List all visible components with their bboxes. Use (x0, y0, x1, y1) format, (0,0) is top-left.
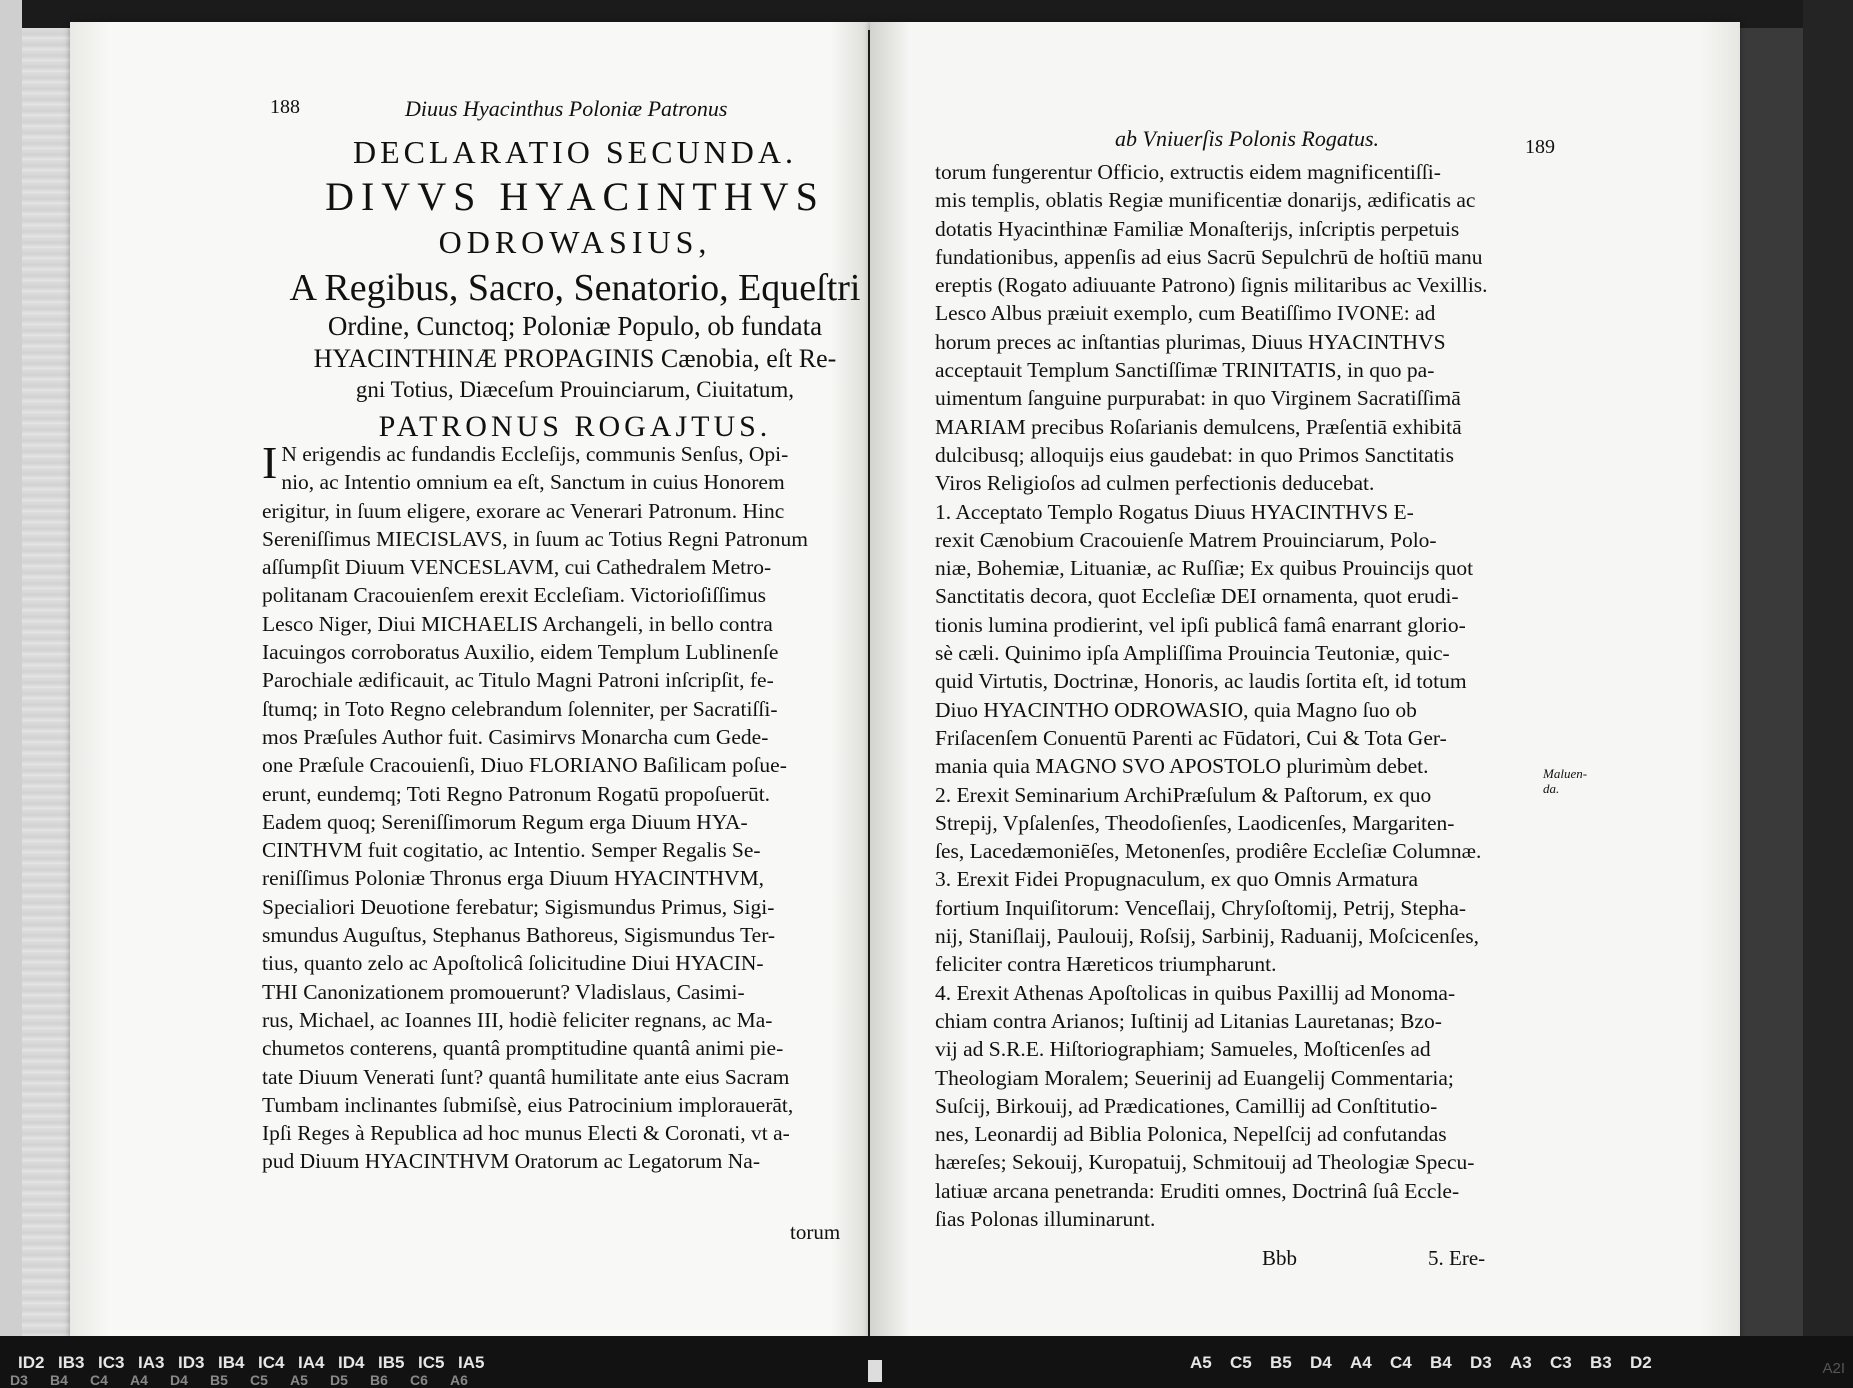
strip-marker (868, 1360, 882, 1382)
left-body-line: erunt, eundemq; Toti Regno Patronum Rogatū propoſuerūt. (262, 781, 771, 806)
left-body-line: one Præſule Cracouienſi, Diuo FLORIANO Baſilicam poſue- (262, 753, 787, 778)
left-body-line: rus, Michael, ac Ioannes III, hodiè feliciter regnans, ac Ma- (262, 1007, 773, 1032)
right-body-line: Lesco Albus præiuit exemplo, cum Beatiſſimo IVONE: ad (935, 301, 1436, 326)
left-body-line: ſtumq; in Toto Regno celebrandum ſolenniter, per Sacratiſſi- (262, 696, 778, 721)
scan-edge-left (0, 0, 22, 1388)
strip-label: C5 (250, 1372, 268, 1388)
page-stack-edge (22, 28, 72, 1348)
right-catchword: 5. Ere- (1428, 1246, 1486, 1270)
right-body-text (935, 158, 1555, 1233)
right-body-line: Friſacenſem Conuentū Parenti ac Fūdatori, Cui & Tota Ger- (935, 725, 1447, 750)
left-body-line: nio, ac Intentio omnium ea eſt, Sanctum in cuius Honorem (281, 470, 785, 495)
left-body-line: Sereniſſimus MIECISLAVS, in ſuum ac Totius Regni Patronum (262, 526, 808, 551)
title-line-7: gni Totius, Diæceſum Prouinciarum, Ciuitatum, (355, 377, 795, 402)
strip-label: A5 (290, 1372, 308, 1388)
right-body-line: torum fungerentur Officio, extructis eidem magnificentiſſi- (935, 160, 1441, 184)
strip-label: A3 (1510, 1353, 1532, 1372)
right-page-number: 189 (1525, 136, 1555, 158)
strip-label: B4 (1430, 1353, 1452, 1372)
right-body-line: nes, Leonardij ad Biblia Polonica, Nepelſcij ad confutandas (935, 1122, 1447, 1147)
margin-note: Maluen-da. (1543, 766, 1588, 796)
strip-label: IC3 (98, 1353, 125, 1372)
left-body-line: mos Præſules Author fuit. Casimirvs Monarcha cum Gede- (262, 724, 769, 749)
right-body-line: Diuo HYACINTHO ODROWASIO, quia Magno ſuo ob (935, 697, 1417, 722)
left-body-line: smundus Auguſtus, Stephanus Bathoreus, Sigismundus Ter- (262, 923, 776, 948)
right-body-line: MARIAM precibus Roſarianis demulcens, Præſentiā exhibitā (935, 414, 1462, 439)
strip-label: IB4 (218, 1353, 245, 1372)
left-body-line: Ipſi Reges à Republica ad hoc munus Electi & Coronati, vt a- (262, 1121, 790, 1146)
strip-label: ID2 (18, 1353, 45, 1372)
right-body-line: mania quia MAGNO SVO APOSTOLO plurimùm debet. (935, 754, 1429, 779)
strip-label: B5 (210, 1372, 228, 1388)
left-body-line: chumetos conterens, quantâ promptitudine quantâ animi pie- (262, 1036, 784, 1061)
strip-label: IC5 (418, 1353, 445, 1372)
left-body-line: tius, quanto zelo ac Apoſtolicâ ſolicitudine Diui HYACIN- (262, 951, 764, 976)
corner-stamp: A2I (1822, 1360, 1845, 1377)
left-body-line: CINTHVM fuit cogitatio, ac Intentio. Semper Regalis Se- (262, 838, 761, 863)
right-body-line: chiam contra Arianos; Iuſtinij ad Litanias Lauretanas; Bzo- (935, 1008, 1442, 1033)
left-body-line: aſſumpſit Diuum VENCESLAVM, cui Cathedralem Metro- (262, 555, 772, 580)
title-line-1: DECLARATIO SECUNDA. (353, 134, 797, 170)
right-body-line: 1. Acceptato Templo Rogatus Diuus HYACINTHVS E- (935, 499, 1414, 524)
left-body-line: pud Diuum HYACINTHVM Oratorum ac Legatorum Na- (262, 1149, 760, 1174)
strip-label: IC4 (258, 1353, 285, 1372)
strip-label: D5 (330, 1372, 348, 1388)
right-body-line: Sanctitatis decora, quot Eccleſiæ DEI ornamenta, quot erudi- (935, 584, 1459, 609)
strip-label: D4 (1310, 1353, 1332, 1372)
left-body-line: Lesco Niger, Diui MICHAELIS Archangeli, in bello contra (262, 611, 773, 636)
title-line-5: Ordine, Cunctoq; Poloniæ Populo, ob fundata (327, 311, 823, 341)
left-page-number: 188 (270, 96, 300, 118)
strip-label: ID3 (178, 1353, 205, 1372)
right-body-line: acceptauit Templum Sanctiſſimæ TRINITATIS, in quo pa- (935, 358, 1435, 383)
right-body-line: horum preces ac inſtantias plurimas, Diuus HYACINTHVS (935, 329, 1446, 354)
right-body-line: Theologiam Moralem; Seuerinij ad Euangelij Commentaria; (935, 1065, 1454, 1090)
strip-label: C3 (1550, 1353, 1572, 1372)
right-body-line: ereptis (Rogato adiuuante Patrono) ſignis militaribus ac Vexillis. (935, 273, 1488, 298)
strip-label: B6 (370, 1372, 388, 1388)
right-body-line: Strepij, Vpſalenſes, Theodoſienſes, Laodicenſes, Margariten- (935, 810, 1455, 835)
right-body-line: latiuæ arcana penetranda: Eruditi omnes, Doctrinâ ſuâ Eccle- (935, 1178, 1460, 1203)
right-body-line: fortium Inquiſitorum: Venceſlaij, Chryſoſtomij, Petrij, Stepha- (935, 895, 1467, 920)
strip-label: C4 (1390, 1353, 1412, 1372)
title-line-3: ODROWASIUS, (438, 224, 712, 260)
left-body-line: politanam Cracouienſem erexit Eccleſiam. Victorioſiſſimus (262, 583, 767, 608)
strip-label: IA4 (298, 1353, 325, 1372)
right-body-line: niæ, Bohemiæ, Lituaniæ, ac Ruſſiæ; Ex quibus Prouincijs quot (935, 556, 1474, 581)
left-body-line: Eadem quoq; Sereniſſimorum Regum erga Diuum HYA- (262, 809, 748, 834)
left-body-line: THI Canonizationem promouerunt? Vladislaus, Casimi- (262, 979, 745, 1004)
strip-label: A4 (1350, 1353, 1372, 1372)
strip-label: B5 (1270, 1353, 1292, 1372)
right-body-line: rexit Cænobium Cracouienſe Matrem Prouinciarum, Polo- (935, 527, 1437, 552)
left-body-line: Specialiori Deuotione ferebatur; Sigismundus Primus, Sigi- (262, 894, 775, 919)
scan-edge-right (1803, 0, 1853, 1388)
title-line-2: DIVVS HYACINTHVS (325, 174, 825, 219)
right-body-line: 3. Erexit Fidei Propugnaculum, ex quo Omnis Armatura (935, 867, 1419, 892)
left-body-line: tate Diuum Venerati ſunt? quantâ humilitate ante eius Sacram (262, 1064, 790, 1089)
strip-label: A6 (450, 1372, 468, 1388)
declaration-title (230, 132, 920, 447)
left-body-line: Tumbam inclinantes ſubmiſsè, eius Patrocinium implorauerāt, (262, 1092, 794, 1117)
drop-cap: I (262, 437, 278, 488)
right-body-line: quid Virtutis, Doctrinæ, Honoris, ac laudis ſortita eſt, id totum (935, 669, 1467, 694)
strip-label: C6 (410, 1372, 428, 1388)
right-body-line: dotatis Hyacinthinæ Familiæ Monaſterijs, inſcriptis perpetuis (935, 216, 1460, 241)
strip-label: A4 (130, 1372, 148, 1388)
left-body-line: Iacuingos corroboratus Auxilio, eidem Templum Lublinenſe (262, 640, 779, 665)
left-body-line: reniſſimus Poloniæ Thronus erga Diuum HYACINTHVM, (262, 866, 765, 891)
strip-label: IB3 (58, 1353, 85, 1372)
strip-label: C5 (1230, 1353, 1252, 1372)
right-body-line: Suſcij, Birkouij, ad Prædicationes, Camillij ad Conſtitutio- (935, 1093, 1438, 1118)
right-body-line: sè cæli. Quinimo ipſa Ampliſſima Prouincia Teutoniæ, quic- (935, 641, 1450, 666)
strip-label: D3 (1470, 1353, 1492, 1372)
right-body-line: uimentum ſanguine purpurabat: in quo Virginem Sacratiſſimā (935, 386, 1461, 411)
right-body-line: mis templis, oblatis Regiæ munificentiæ donarijs, ædificatis ac (935, 188, 1476, 213)
strip-label: D4 (170, 1372, 188, 1388)
left-body-line: erigitur, in ſuum eligere, exorare ac Venerari Patronum. Hinc (262, 498, 785, 523)
right-body-line: fundationibus, appenſis ad eius Sacrū Sepulchrū de hoſtiū manu (935, 244, 1483, 269)
title-line-8: PATRONUS ROGAJTUS. (378, 410, 772, 443)
right-body-line: Viros Religioſos ad culmen perfectionis deducebat. (935, 471, 1375, 496)
left-running-head: Diuus Hyacinthus Poloniæ Patronus (405, 96, 728, 121)
strip-label: D3 (10, 1372, 28, 1388)
right-body-line: ſias Polonas illuminarunt. (935, 1206, 1156, 1231)
right-body-line: vij ad S.R.E. Hiſtoriographiam; Samueles, Moſticenſes ad (935, 1037, 1431, 1062)
strip-label: IA3 (138, 1353, 165, 1372)
right-running-head: ab Vniuerſis Polonis Rogatus. (1115, 126, 1379, 151)
left-body-line: Parochiale ædificauit, ac Titulo Magni Patroni inſcripſit, fe- (262, 668, 774, 693)
right-body-line: nij, Staniſlaij, Paulouij, Roſsij, Sarbinij, Raduanij, Moſcicenſes, (935, 924, 1480, 949)
strip-label: IB5 (378, 1353, 405, 1372)
title-line-4: A Regibus, Sacro, Senatorio, Equeſtri (289, 267, 861, 309)
right-body-line: tionis lumina prodierint, vel ipſi publicâ famâ enarrant glorio- (935, 612, 1466, 637)
right-body-line: 2. Erexit Seminarium ArchiPræſulum & Paſtorum, ex quo (935, 782, 1432, 807)
strip-label: C4 (90, 1372, 108, 1388)
left-catchword: torum (790, 1220, 841, 1244)
strip-label: IA5 (458, 1353, 485, 1372)
title-line-6: HYACINTHINÆ PROPAGINIS Cænobia, eſt Re- (313, 344, 837, 373)
strip-label: B4 (50, 1372, 68, 1388)
strip-label: A5 (1190, 1353, 1212, 1372)
right-body-line: ſes, Lacedæmoniēſes, Metonenſes, prodiêre Eccleſiæ Columnæ. (935, 839, 1482, 864)
left-body-line: N erigendis ac fundandis Eccleſijs, communis Senſus, Opi- (281, 442, 789, 466)
right-body-line: 4. Erexit Athenas Apoſtolicas in quibus Paxillij ad Monoma- (935, 980, 1456, 1005)
signature-mark: Bbb (1262, 1246, 1298, 1270)
right-body-line: feliciter contra Hæreticos triumpharunt. (935, 952, 1277, 977)
right-body-line: hæreſes; Sekouij, Kuropatuij, Schmitouij ad Theologiæ Specu- (935, 1150, 1475, 1175)
left-body-text (262, 437, 882, 1176)
strip-label: B3 (1590, 1353, 1612, 1372)
strip-label: D2 (1630, 1353, 1652, 1372)
right-body-line: dulcibusq; alloquijs eius gaudebat: in quo Primos Sanctitatis (935, 442, 1454, 467)
strip-label: ID4 (338, 1353, 365, 1372)
